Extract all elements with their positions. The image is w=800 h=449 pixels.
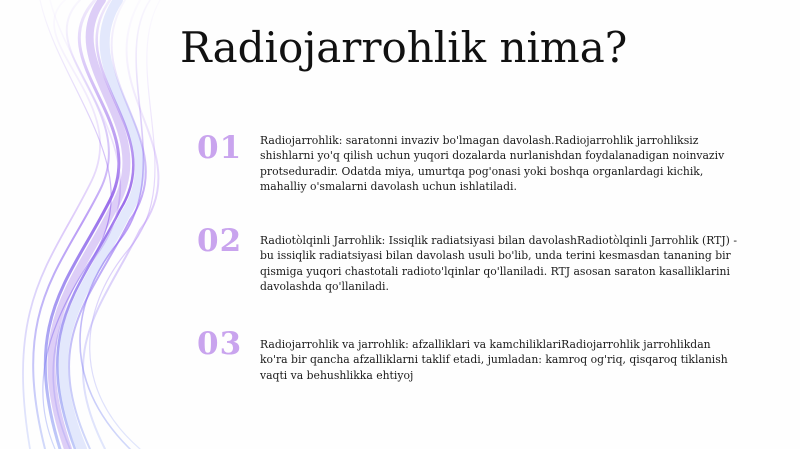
slide-title: Radiojarrohlik nima? [180,23,628,72]
item-text-01: Radiojarrohlik: saratonni invaziv bo'lmagan davolash.Radiojarrohlik jarrohliksiz shishlarni yo'q qilish uchun yuqori dozalarda nurlanishdan foydalanadigan noinvaziv protseduradir. Odatda miya, umurtqa pog'onasi yoki boshqa organlardagi kichik, mahalliy o'smalarni davolash uchun ishlatiladi. [260,134,725,193]
item-number-03: 03 [197,326,243,362]
item-text-03: Radiojarrohlik va jarrohlik: afzalliklari va kamchiliklariRadiojarrohlik jarrohlikdan ko'ra bir qancha afzalliklarni taklif etadi, jumladan: kamroq og'riq, qisqaroq tiklanish vaqti va behushlikka ehtiyoj [260,338,728,382]
item-text-02: Radiotòlqinli Jarrohlik: Issiqlik radiatsiyasi bilan davolashRadiotòlqinli Jarrohlik (RTJ) - bu issiqlik radiatsiyasi bilan davolash usuli bo'lib, unda terini kesmasdan tananing bir qismiga yuqori chastotali radioto'lqinlar qo'llaniladi. RTJ asosan saraton kasalliklarini davolashda qo'llaniladi. [260,234,737,293]
item-number-02: 02 [197,223,243,259]
item-number-01: 01 [197,130,243,166]
